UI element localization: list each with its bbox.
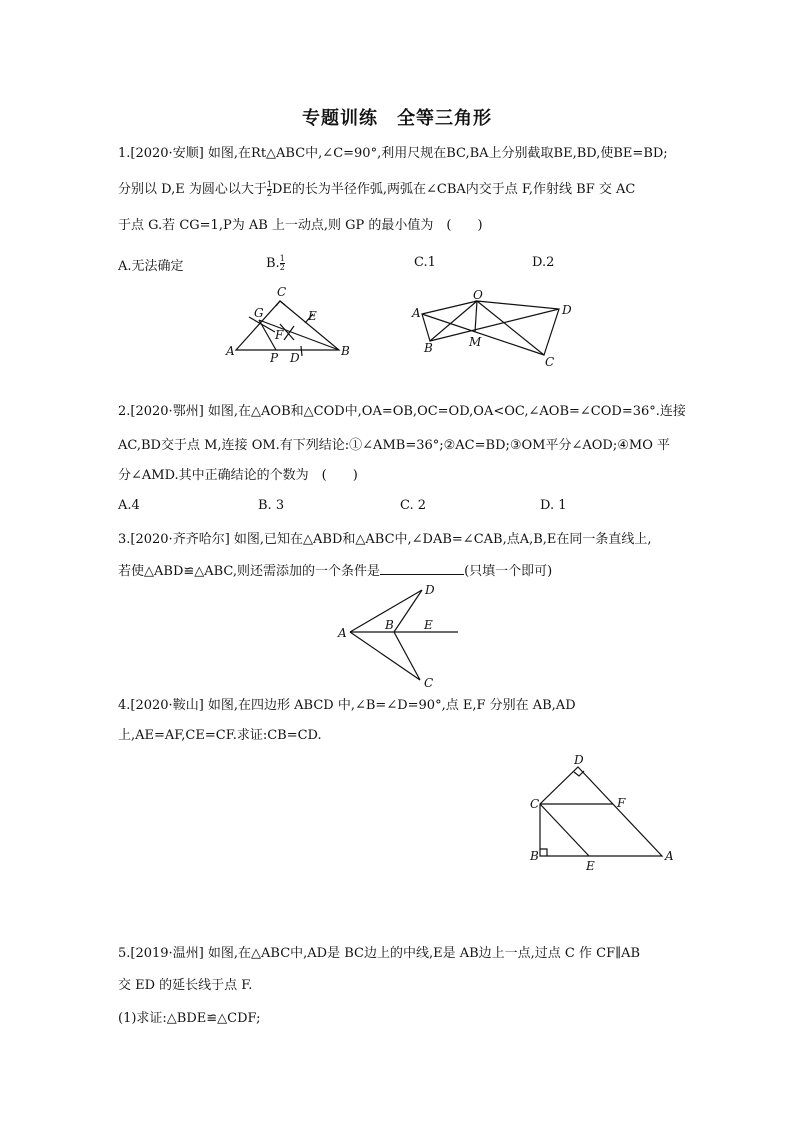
fig2-triangle-cod: [477, 301, 559, 355]
q1-line2: [118, 180, 678, 200]
figure-2-rotated-triangles: [408, 288, 578, 368]
q1-option-d: D.2: [532, 255, 555, 270]
q1-option-c: C.1: [414, 255, 436, 270]
q1-option-b-label: B.: [266, 256, 280, 271]
fig2-segment-om: [475, 301, 477, 332]
q1-option-b: [266, 255, 285, 272]
figure-4-quadrilateral: [522, 752, 682, 876]
q2-option-a: A.4: [118, 498, 140, 513]
q2-option-d: D. 1: [540, 498, 567, 513]
fig4-label-f: F: [617, 796, 626, 810]
q1-option-b-fraction: [280, 255, 285, 272]
fig4-label-e: E: [586, 859, 595, 873]
q5-line3: (1)求证:△BDE≌△CDF;: [118, 1011, 261, 1026]
q1-line2-end: DE的长为半径作弧,两弧在∠CBA内交于点 F,作射线 BF 交 AC: [271, 182, 636, 197]
fig2-label-a: A: [412, 306, 421, 320]
q4-line2: 上,AE=AF,CE=CF.求证:CB=CD.: [118, 728, 322, 743]
q3-line1: 3.[2020·齐齐哈尔] 如图,已知在△ABD和△ABC中,∠DAB=∠CAB,点A,B,E在同一条直线上,: [118, 532, 652, 547]
q3-line2-hint: (只填一个即可): [464, 564, 553, 579]
q5-line2: 交 ED 的延长线于点 F.: [118, 978, 253, 993]
fig4-label-b: B: [530, 849, 539, 863]
fig4-quadrilateral-abcd: [540, 767, 662, 856]
q2-line1: 2.[2020·鄂州] 如图,在△AOB和△COD中,OA=OB,OC=OD,OA<OC,∠AOB=∠COD=36°.连接: [118, 404, 686, 419]
q1-option-a: A.无法确定: [118, 259, 184, 274]
page-title: 专题训练 全等三角形: [302, 108, 492, 129]
q2-line3: 分∠AMD.其中正确结论的个数为 ( ): [118, 468, 358, 483]
fig1-label-d: D: [290, 351, 300, 365]
fig1-ray-bf: [259, 320, 339, 350]
fig4-label-a: A: [665, 849, 674, 863]
q1-fraction-den: 2: [266, 189, 272, 198]
fig4-label-d: D: [574, 753, 584, 767]
fig1-triangle-abc: [236, 301, 339, 350]
fig1-right-angle-mark: [276, 301, 285, 306]
fig1-label-b: B: [341, 344, 350, 358]
fig1-label-f: F: [275, 328, 284, 342]
fig2-label-d: D: [562, 303, 572, 317]
q2-option-c: C. 2: [400, 498, 427, 513]
fig3-label-e: E: [424, 618, 433, 632]
q1-fraction-num: 1: [266, 180, 272, 189]
fig1-label-e: E: [308, 309, 317, 323]
fig3-label-a: A: [338, 626, 347, 640]
q1-line1: 1.[2020·安顺] 如图,在Rt△ABC中,∠C=90°,利用尺规在BC,BA上分别截取BE,BD,使BE=BD;: [118, 146, 668, 161]
fig1-label-g: G: [254, 306, 264, 320]
fig1-arc-d: [301, 346, 302, 356]
fig2-label-m: M: [469, 335, 482, 349]
fig2-label-c: C: [545, 355, 555, 368]
fig2-label-o: O: [473, 288, 483, 302]
fig2-label-b: B: [424, 341, 433, 355]
fig4-segment-ce: [540, 804, 589, 856]
q1-option-b-den: 2: [279, 263, 285, 272]
figure-1-triangle: [222, 284, 352, 366]
fig3-label-c: C: [424, 676, 434, 690]
q1-options: [118, 255, 678, 275]
q4-line1: 4.[2020·鞍山] 如图,在四边形 ABCD 中,∠B=∠D=90°,点 E,F 分别在 AB,AD: [118, 698, 576, 713]
q1-option-b-num: 1: [279, 254, 285, 263]
fig4-right-angle-d: [574, 771, 584, 776]
q2-option-b: B. 3: [258, 498, 285, 513]
q2-line2: AC,BD交于点 M,连接 OM.有下列结论:①∠AMB=36°;②AC=BD;③OM平分∠AOD;④MO 平: [118, 438, 670, 453]
figure-3-shared-side: [334, 582, 464, 690]
fig1-label-p: P: [270, 351, 279, 365]
fig4-label-c: C: [530, 797, 540, 811]
fig1-label-a: A: [226, 344, 235, 358]
fig4-right-angle-b: [540, 849, 547, 856]
q3-answer-blank[interactable]: [380, 561, 464, 575]
fig2-segment-ac: [422, 314, 544, 355]
q1-line3: 于点 G.若 CG=1,P为 AB 上一动点,则 GP 的最小值为 ( ): [118, 218, 483, 233]
fig1-label-c: C: [277, 285, 287, 299]
q3-line2: [118, 561, 678, 582]
fig3-triangle-abc: [350, 632, 420, 680]
q3-line2-text: 若使△ABD≌△ABC,则还需添加的一个条件是: [118, 564, 381, 579]
fig3-label-b: B: [385, 618, 394, 632]
q5-line1: 5.[2019·温州] 如图,在△ABC中,AD是 BC边上的中线,E是 AB边上一点,过点 C 作 CF∥AB: [118, 946, 641, 961]
fig3-label-d: D: [425, 583, 435, 597]
q1-line2-start: 分别以 D,E 为圆心以大于: [118, 182, 267, 197]
q2-options: [118, 498, 678, 518]
